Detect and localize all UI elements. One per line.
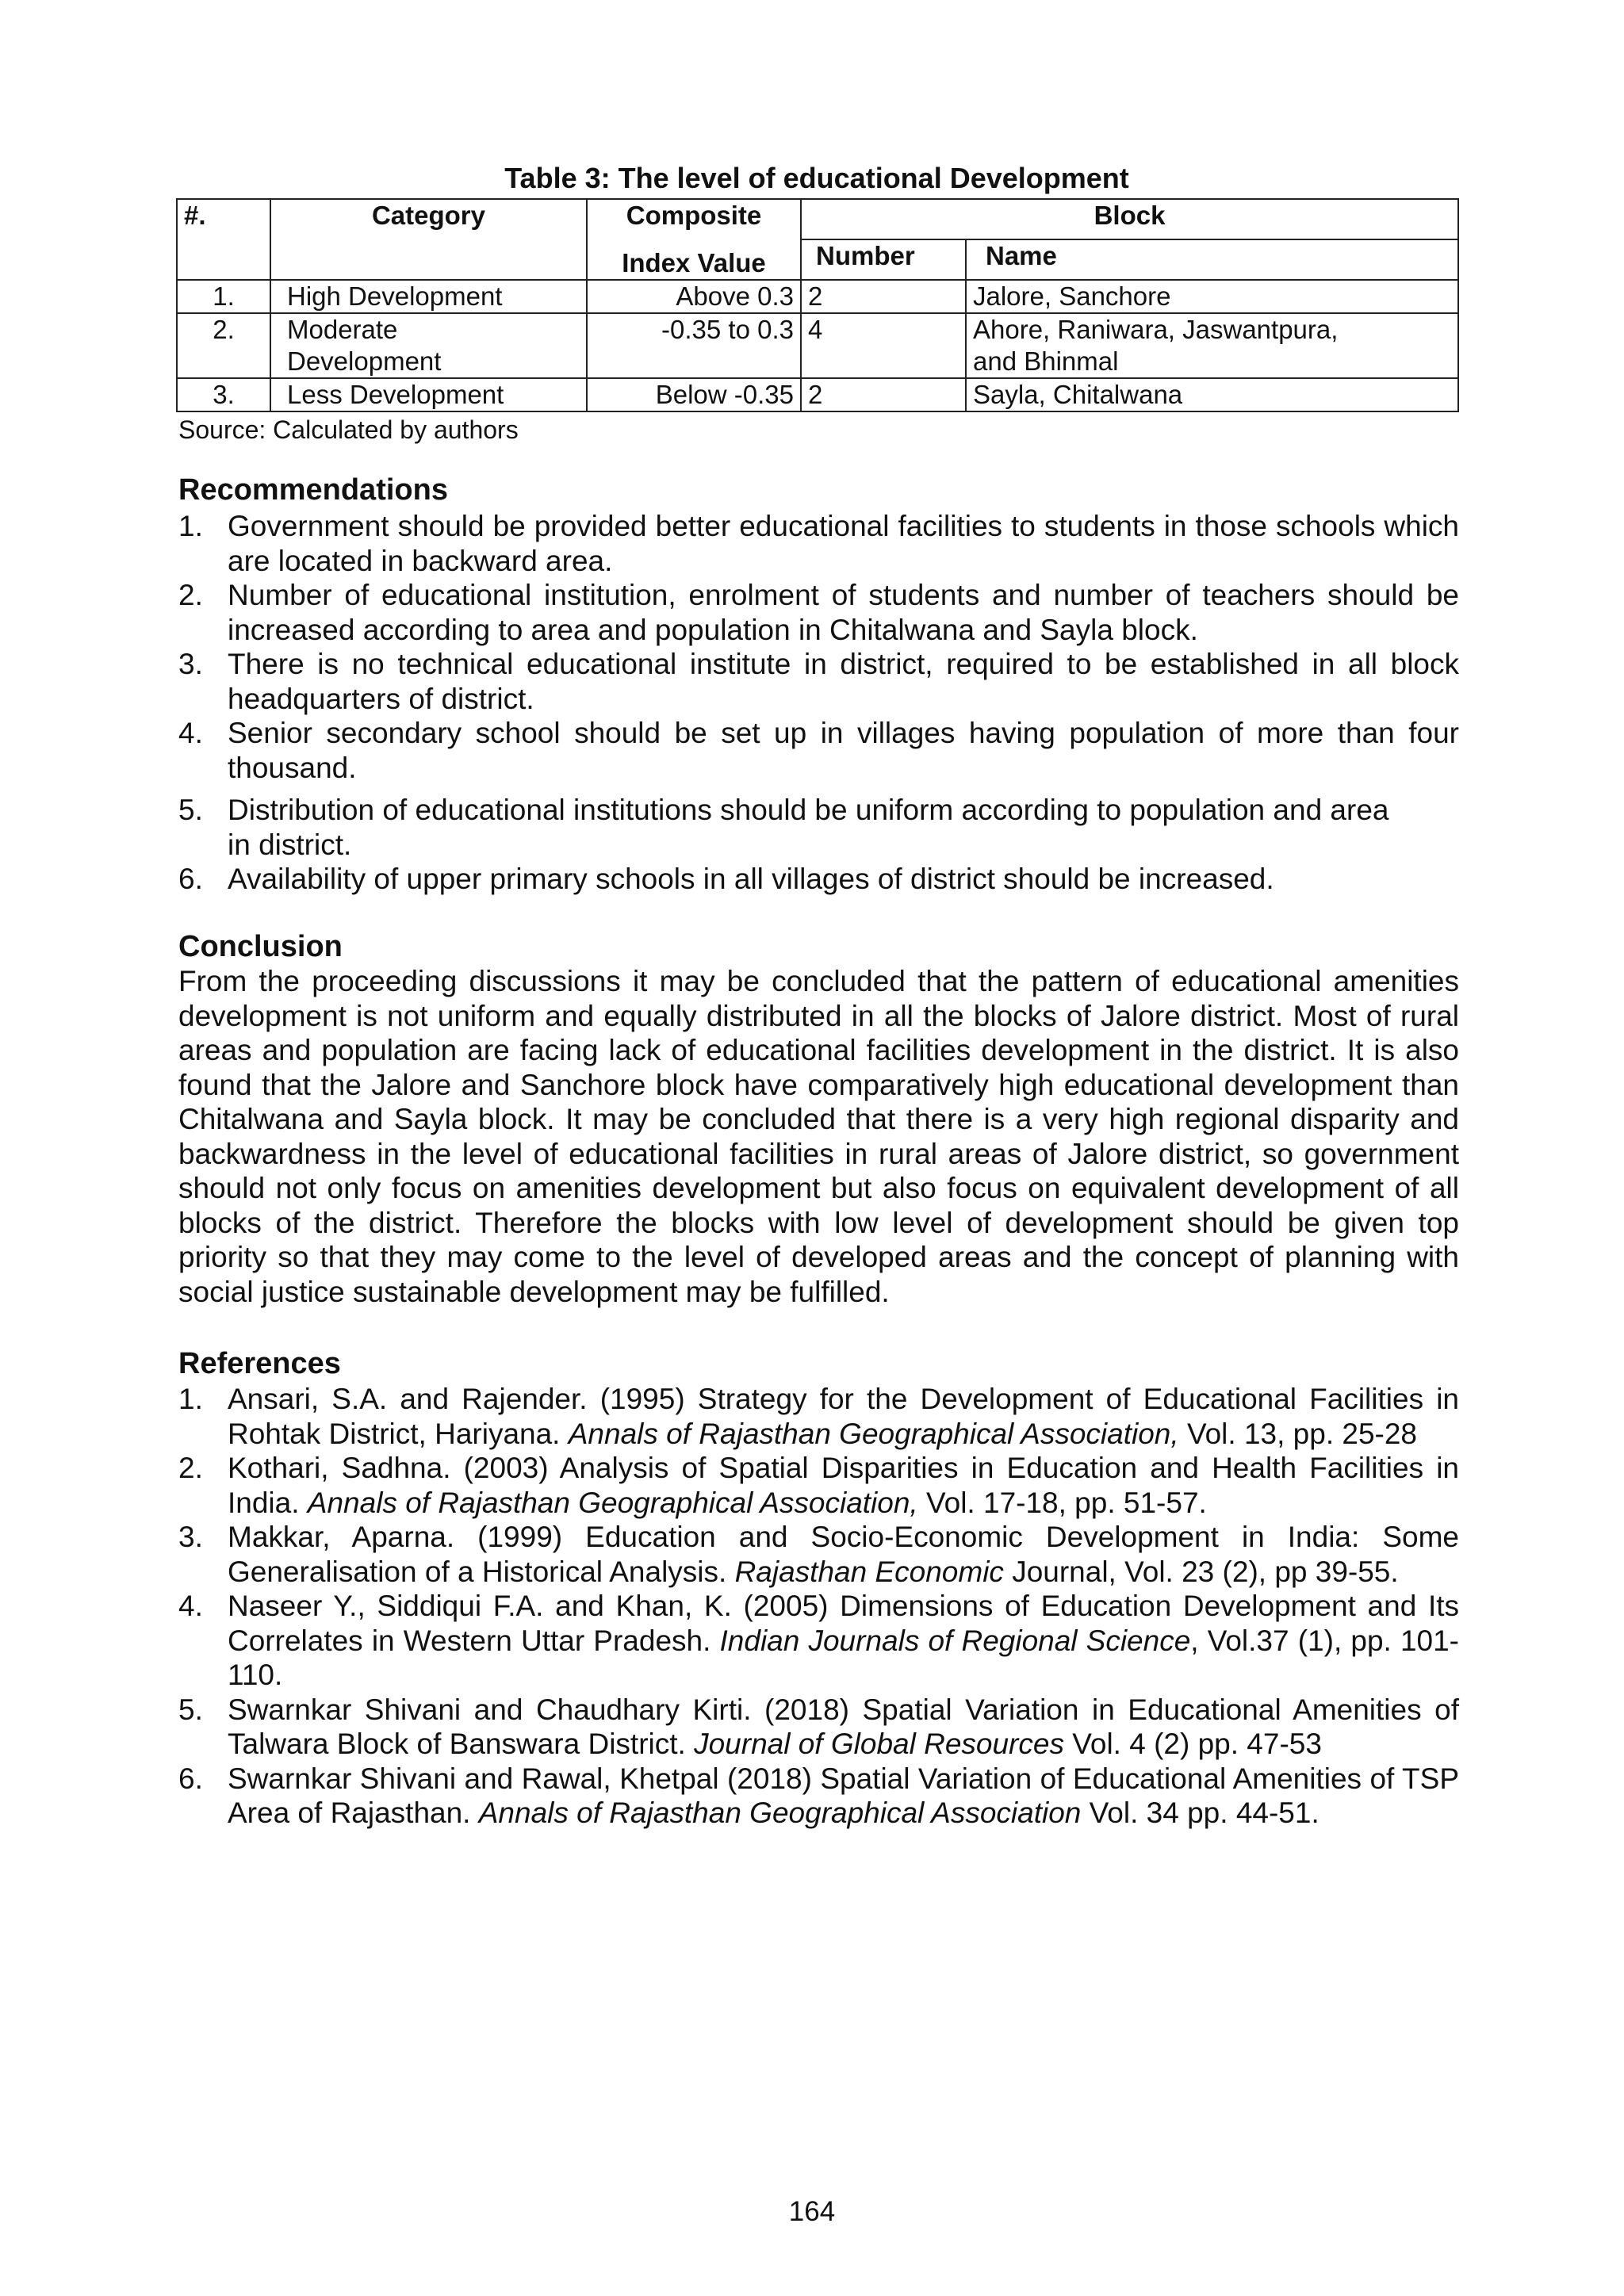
header-composite-bottom: Index Value: [622, 248, 766, 277]
table-row: [177, 313, 1458, 378]
reference-authors: Makkar, Aparna. (1999) Education and Socio-Economic Development in India: Some Generalisation of a Historical Analysis.: [228, 1521, 1459, 1588]
row-category: Moderate Development: [270, 313, 587, 378]
reference-number: 4.: [178, 1590, 203, 1622]
reference-number: 2.: [178, 1452, 203, 1484]
table-source: Source: Calculated by authors: [178, 415, 519, 444]
item-text: Availability of upper primary schools in all villages of district should be increased.: [228, 863, 1274, 895]
reference-number: 1.: [178, 1383, 203, 1415]
header-block-number: Number: [801, 239, 966, 280]
list-item: [178, 578, 1459, 647]
header-num: #.: [177, 199, 270, 280]
reference-journal: Rajasthan Economic: [734, 1555, 1004, 1588]
reference-number: 6.: [178, 1762, 203, 1795]
item-text: Distribution of educational institutions should be uniform according to population and area in district.: [228, 794, 1389, 861]
reference-authors: Swarnkar Shivani and Rawal, Khetpal (2018) Spatial Variation of Educational Amenities of TSP Area of Rajasthan.: [228, 1762, 1459, 1829]
reference-item: [178, 1589, 1459, 1693]
header-block: Block: [801, 199, 1458, 239]
header-composite: [587, 199, 801, 280]
reference-details: Vol. 4 (2) pp. 47-53: [1063, 1728, 1322, 1760]
header-category-label: Category: [371, 201, 486, 230]
references-list: [178, 1382, 1459, 1831]
row-index-value: -0.35 to 0.3: [587, 313, 801, 378]
table-header-row: [177, 199, 1458, 239]
reference-number: 5.: [178, 1693, 203, 1726]
header-composite-top: Composite: [626, 201, 762, 230]
row-block-count: 2: [801, 280, 966, 313]
item-text: Government should be provided better educational facilities to students in those schools which are located in backward area.: [228, 510, 1459, 577]
list-item: [178, 647, 1459, 716]
reference-number: 3.: [178, 1521, 203, 1553]
table-row: [177, 280, 1458, 313]
references-heading: References: [178, 1347, 341, 1380]
table-row: [177, 378, 1458, 411]
list-item: [178, 509, 1459, 578]
reference-journal: Journal of Global Resources: [694, 1728, 1064, 1760]
row-block-names: Sayla, Chitalwana: [966, 378, 1458, 411]
item-number: 3.: [178, 648, 203, 680]
item-number: 4.: [178, 717, 203, 749]
row-category: Less Development: [270, 378, 587, 411]
reference-item: [178, 1451, 1459, 1520]
list-item: [178, 716, 1459, 785]
reference-journal: Indian Journals of Regional Science: [719, 1624, 1191, 1657]
item-number: 5.: [178, 794, 203, 826]
recommendations-list: [178, 509, 1459, 897]
item-text: Senior secondary school should be set up in villages having population of more than four thousand.: [228, 717, 1459, 784]
recommendations-heading: Recommendations: [178, 473, 448, 507]
reference-authors: Naseer Y., Siddiqui F.A. and Khan, K. (2005) Dimensions of Education Development and Its Correlates in Western Uttar Pradesh.: [228, 1590, 1459, 1657]
row-index-value: Above 0.3: [587, 280, 801, 313]
reference-authors: Swarnkar Shivani and Chaudhary Kirti. (2018) Spatial Variation in Educational Amenities of Talwara Block of Banswara District.: [228, 1693, 1459, 1760]
page-number: 164: [788, 2196, 836, 2227]
reference-details: Journal, Vol. 23 (2), pp 39-55.: [1003, 1555, 1399, 1588]
item-number: 6.: [178, 863, 203, 895]
list-item: [178, 793, 1459, 862]
reference-details: , Vol.37 (1), pp. 101-110.: [228, 1624, 1459, 1691]
reference-item: [178, 1762, 1459, 1831]
header-block-name: Name: [966, 239, 1458, 280]
reference-item: [178, 1382, 1459, 1451]
reference-journal: Annals of Rajasthan Geographical Association,: [568, 1417, 1179, 1450]
row-num: 2.: [177, 313, 270, 378]
reference-authors: Ansari, S.A. and Rajender. (1995) Strategy for the Development of Educational Facilities in Rohtak District, Hariyana.: [228, 1383, 1459, 1450]
item-number: 2.: [178, 579, 203, 611]
reference-item: [178, 1520, 1459, 1589]
reference-item: [178, 1693, 1459, 1762]
conclusion-paragraph: From the proceeding discussions it may be concluded that the pattern of educational amenities development is not uniform and equally distributed in all the blocks of Jalore district. Most of rural areas and population are facing lack of educational facilities development in the district. It is also found that the Jalore and Sanchore block have comparatively high educational development than Chitalwana and Sayla block. It may be concluded that there is a very high regional disparity and backwardness in the level of educational facilities in rural areas of Jalore district, so government should not only focus on amenities development but also focus on equivalent development of all blocks of the district. Therefore the blocks with low level of development should be given top priority so that they may come to the level of developed areas and the concept of planning with social justice sustainable development may be fulfilled.: [178, 965, 1459, 1308]
row-block-names: Ahore, Raniwara, Jaswantpura, and Bhinmal: [966, 313, 1458, 378]
reference-authors: Kothari, Sadhna. (2003) Analysis of Spatial Disparities in Education and Health Facilities in India.: [228, 1452, 1459, 1519]
table-caption: Table 3: The level of educational Development: [504, 162, 1129, 194]
row-category: High Development: [270, 280, 587, 313]
conclusion-heading: Conclusion: [178, 930, 343, 963]
reference-details: Vol. 34 pp. 44-51.: [1081, 1797, 1320, 1829]
list-item: [178, 862, 1459, 897]
header-category: [270, 199, 587, 280]
row-num: 1.: [177, 280, 270, 313]
item-number: 1.: [178, 510, 203, 542]
row-block-count: 2: [801, 378, 966, 411]
row-block-count: 4: [801, 313, 966, 378]
reference-journal: Annals of Rajasthan Geographical Association: [478, 1797, 1082, 1829]
educational-development-table: [176, 198, 1459, 412]
reference-journal: Annals of Rajasthan Geographical Association,: [307, 1486, 918, 1519]
item-text: There is no technical educational institute in district, required to be established in all block headquarters of district.: [228, 648, 1459, 715]
row-index-value: Below -0.35: [587, 378, 801, 411]
item-text: Number of educational institution, enrolment of students and number of teachers should be increased according to area and population in Chitalwana and Sayla block.: [228, 579, 1459, 646]
reference-details: Vol. 17-18, pp. 51-57.: [917, 1486, 1207, 1519]
reference-details: Vol. 13, pp. 25-28: [1178, 1417, 1418, 1450]
row-num: 3.: [177, 378, 270, 411]
row-block-names: Jalore, Sanchore: [966, 280, 1458, 313]
